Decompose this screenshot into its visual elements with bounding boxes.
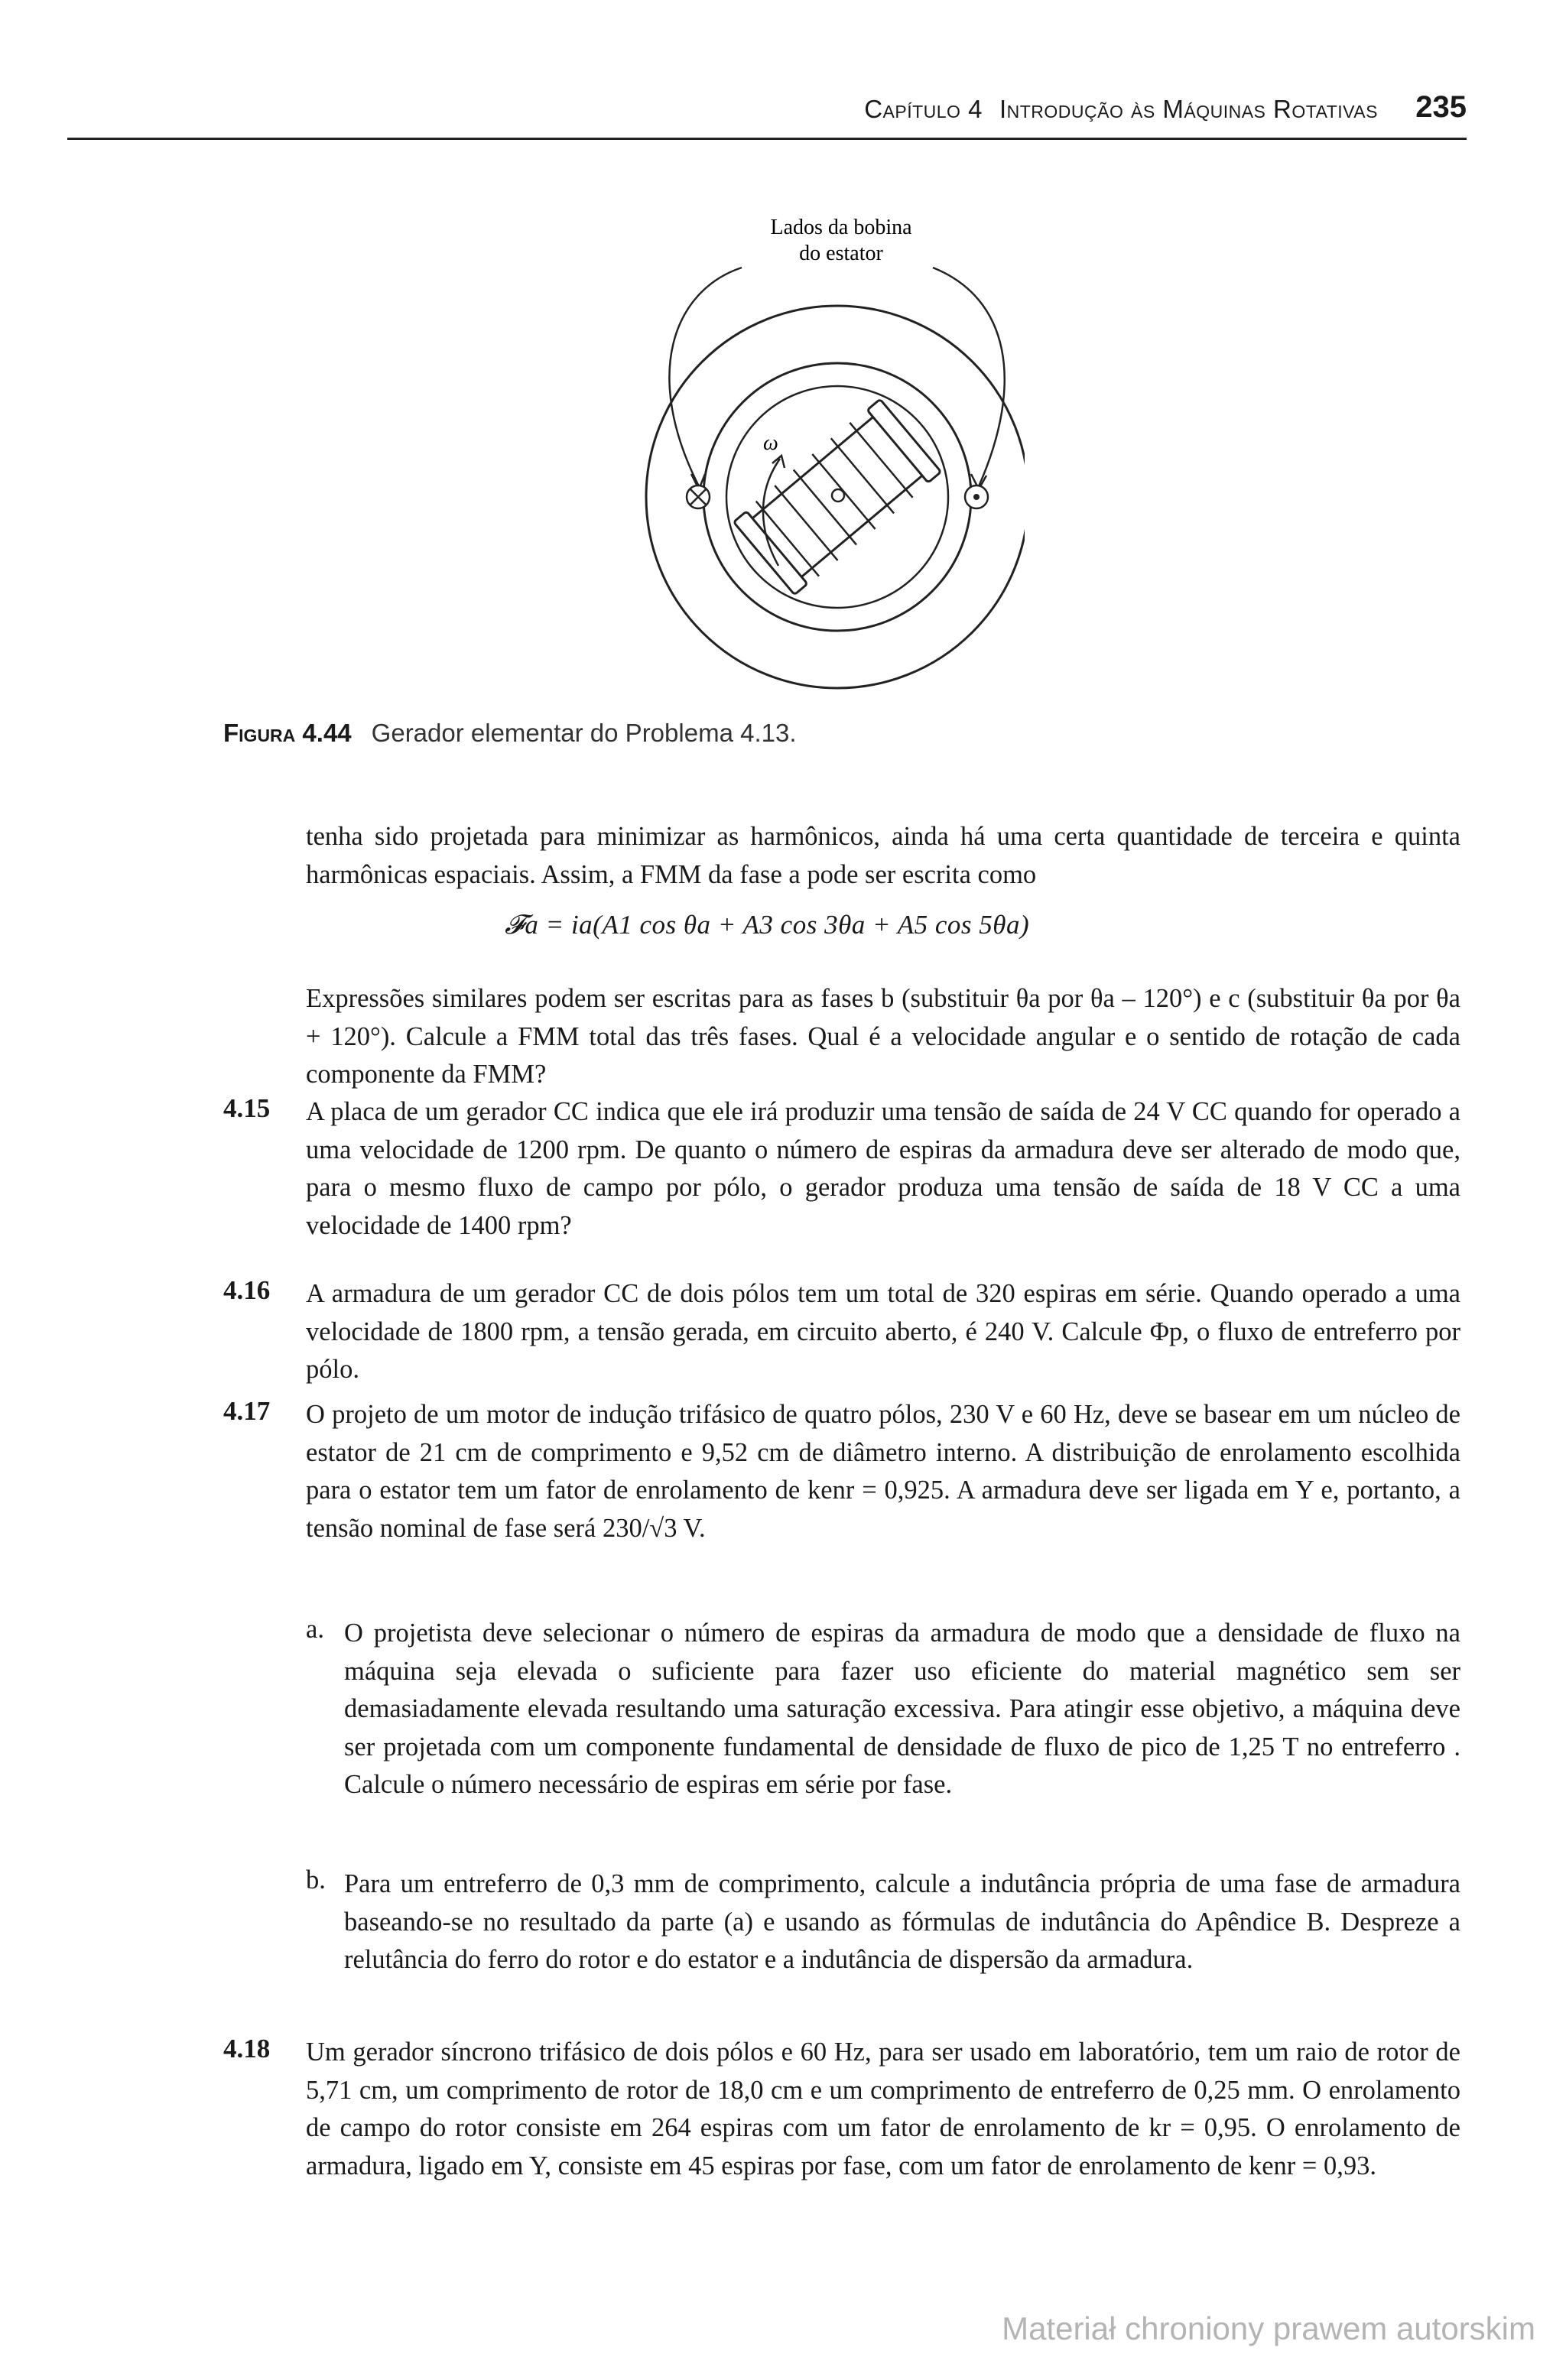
page-number: 235 <box>1415 90 1467 124</box>
subpart-text: Para um entreferro de 0,3 mm de comprimento, calcule a indutância própria de uma fase de armadura baseando-se no resultado da parte (a) e usando as fórmulas de indutância do Apêndice B. Despreze a relutância do ferro do rotor e do estator e a indutância de dispersão da armadura. <box>344 1869 1460 1974</box>
running-title <box>847 95 1378 124</box>
shaft-icon <box>832 489 844 502</box>
dot-mark <box>973 494 980 500</box>
chapter-title: Introdução às Máquinas Rotativas <box>999 95 1378 123</box>
chapter-label: Capítulo 4 <box>864 95 983 123</box>
subpart-label: b. <box>306 1865 326 1895</box>
left-pointer-arrow <box>669 268 742 486</box>
figure-label-line2: do estator <box>799 242 883 265</box>
paragraph-continuation: tenha sido projetada para minimizar as harmônicos, ainda há uma certa quantidade de terceira e quinta harmônicas espaciais. Assim, a FMM da fase a pode ser escrita como <box>306 822 1460 889</box>
problem-text: A armadura de um gerador CC de dois pólos tem um total de 320 espiras em série. Quando operado a uma velocidade de 1800 rpm, a tensão gerada, em circuito aberto, é 240 V. Calcule Φp, o fluxo de entreferro por pólo. <box>306 1279 1460 1384</box>
problem-number: 4.18 <box>223 2034 271 2063</box>
running-header <box>67 90 1467 140</box>
omega-symbol: ω <box>763 431 778 455</box>
problem-text: Um gerador síncrono trifásico de dois pólos e 60 Hz, para ser usado em laboratório, tem um raio de rotor de 5,71 cm, um comprimento de rotor de 18,0 cm e um comprimento de entreferro de 0,25 mm. O enrolamento de campo do rotor consiste em 264 espiras com um fator de enrolamento de kr = 0,95. O enrolamento de armadura, ligado em Y, consiste em 45 espiras por fase, com um fator de enrolamento de kenr = 0,93. <box>306 2037 1460 2180</box>
problem-text: A placa de um gerador CC indica que ele irá produzir uma tensão de saída de 24 V CC quando for operado a uma velocidade de 1200 rpm. De quanto o número de espiras da armadura deve ser alterado de modo que, para o mesmo fluxo de campo por pólo, o gerador produza uma tensão de saída de 18 V CC a uma velocidade de 1400 rpm? <box>306 1097 1460 1240</box>
problem-text: O projeto de um motor de indução trifásico de quatro pólos, 230 V e 60 Hz, deve se basear em um núcleo de estator de 21 cm de comprimento e 9,52 cm de diâmetro interno. A distribuição de enrolamento escolhida para o estator tem um fator de enrolamento de kenr = 0,925. A armadura deve ser ligada em Y e, portanto, a tensão nominal de fase será 230/√3 V. <box>306 1400 1460 1543</box>
problem-number: 4.16 <box>223 1275 271 1305</box>
copyright-watermark: Materiał chroniony prawem autorskim <box>1002 2310 1535 2346</box>
figure-caption <box>223 719 796 748</box>
right-pointer-arrow <box>933 268 1005 486</box>
fmm-formula: 𝓕a = ia(A1 cos θa + A3 cos 3θa + A5 cos 5θa) <box>505 910 1030 940</box>
subpart-text: O projetista deve selecionar o número de espiras da armadura de modo que a densidade de fluxo na máquina seja elevada o suficiente para fazer uso eficiente do material magnético sem ser demasiadamente elevada resultando uma saturação excessiva. Para atingir esse objetivo, a máquina deve ser projetada com um componente fundamental de densidade de fluxo de pico de 1,25 T no entreferro . Calcule o número necessário de espiras em série por fase. <box>344 1619 1460 1799</box>
problem-number: 4.15 <box>223 1093 271 1123</box>
subpart-label: a. <box>306 1615 324 1644</box>
caption-text: Gerador elementar do Problema 4.13. <box>371 719 797 747</box>
paragraph-phases: Expressões similares podem ser escritas para as fases b (substituir θa por θa – 120°) e c (substituir θa por θa + 120°). Calcule a FMM total das três fases. Qual é a velocidade angular e o sentido de rotação de cada componente da FMM? <box>306 984 1460 1089</box>
generator-figure <box>596 206 1025 711</box>
figure-label-line1: Lados da bobina <box>770 216 912 239</box>
problem-number: 4.17 <box>223 1396 271 1426</box>
caption-label: Figura 4.44 <box>223 719 352 747</box>
